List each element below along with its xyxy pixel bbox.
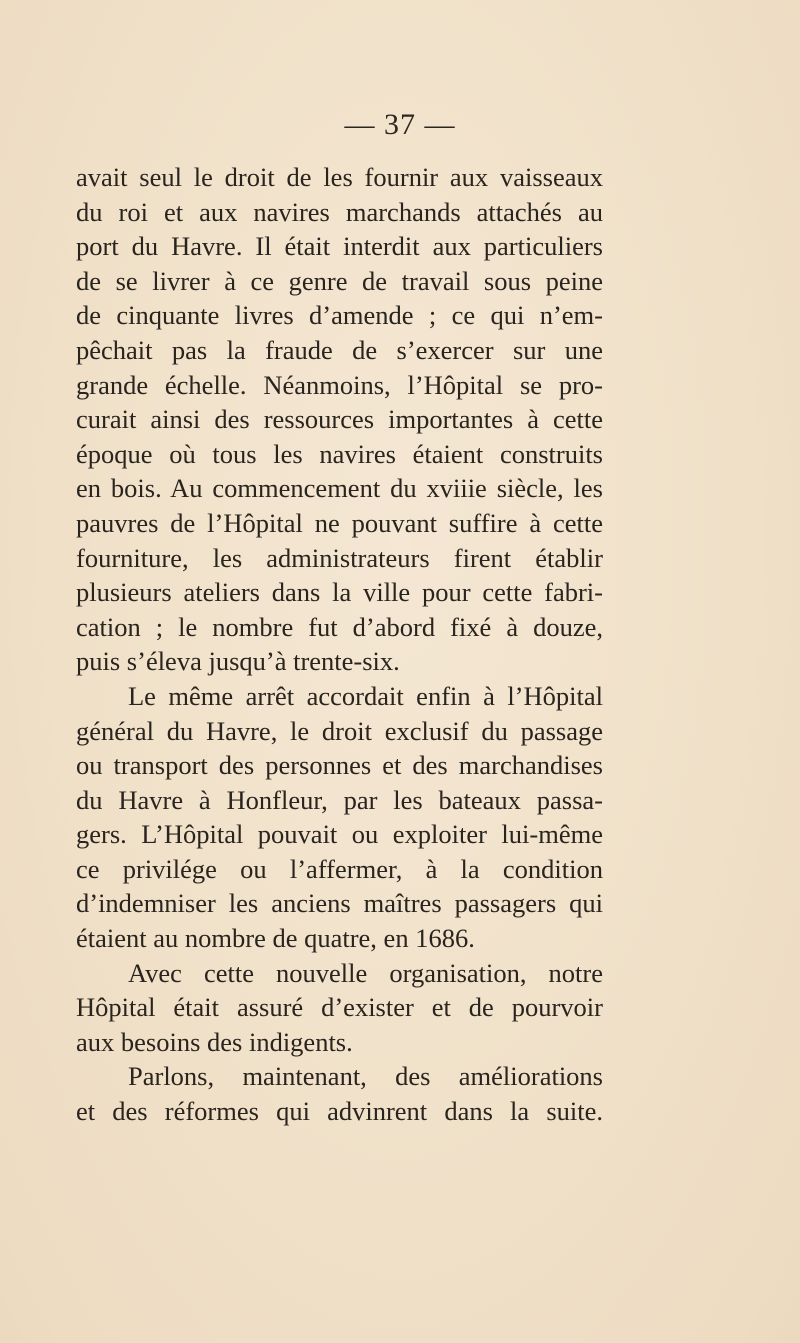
- text-line: Parlons, maintenant, des améliorations: [128, 1061, 603, 1092]
- text-line: général du Havre, le droit exclusif du passage: [76, 715, 603, 746]
- text-line: pêchait pas la fraude de s’exercer sur une: [76, 334, 603, 365]
- text-line: port du Havre. Il était interdit aux particuliers: [76, 231, 603, 262]
- text-line: d’indemniser les anciens maîtres passagers qui: [76, 888, 603, 919]
- text-line: plusieurs ateliers dans la ville pour cette fabri-: [76, 577, 603, 608]
- text-line: du Havre à Honfleur, par les bateaux passa-: [76, 784, 603, 815]
- text-line: cation ; le nombre fut d’abord fixé à douze,: [76, 611, 603, 642]
- text-line: pauvres de l’Hôpital ne pouvant suffire à cette: [76, 507, 603, 538]
- text-line: Le même arrêt accordait enfin à l’Hôpital: [128, 680, 603, 711]
- text-line: grande échelle. Néanmoins, l’Hôpital se pro-: [76, 369, 603, 400]
- text-line: curait ainsi des ressources importantes à cette: [76, 404, 603, 435]
- text-line: Hôpital était assuré d’exister et de pourvoir: [76, 992, 603, 1023]
- text-line: fourniture, les administrateurs firent établir: [76, 542, 603, 573]
- text-line: ou transport des personnes et des marchandises: [76, 750, 603, 781]
- body-text: [76, 160, 603, 1129]
- text-line: époque où tous les navires étaient construits: [76, 438, 603, 469]
- text-line: en bois. Au commencement du xviiie siècle, les: [76, 473, 603, 504]
- text-line: de se livrer à ce genre de travail sous peine: [76, 265, 603, 296]
- text-line: ce privilége ou l’affermer, à la condition: [76, 853, 603, 884]
- text-line: gers. L’Hôpital pouvait ou exploiter lui-même: [76, 819, 603, 850]
- text-line: Avec cette nouvelle organisation, notre: [128, 957, 603, 988]
- text-line: avait seul le droit de les fournir aux vaisseaux: [76, 162, 603, 192]
- text-line: puis s’éleva jusqu’à trente-six.: [76, 646, 400, 677]
- text-line: aux besoins des indigents.: [76, 1026, 353, 1057]
- page-number: — 37 —: [344, 108, 456, 141]
- text-line: et des réformes qui advinrent dans la suite.: [76, 1096, 603, 1127]
- text-line: du roi et aux navires marchands attachés au: [76, 196, 603, 227]
- text-line: étaient au nombre de quatre, en 1686.: [76, 923, 475, 954]
- text-line: de cinquante livres d’amende ; ce qui n’em-: [76, 300, 603, 331]
